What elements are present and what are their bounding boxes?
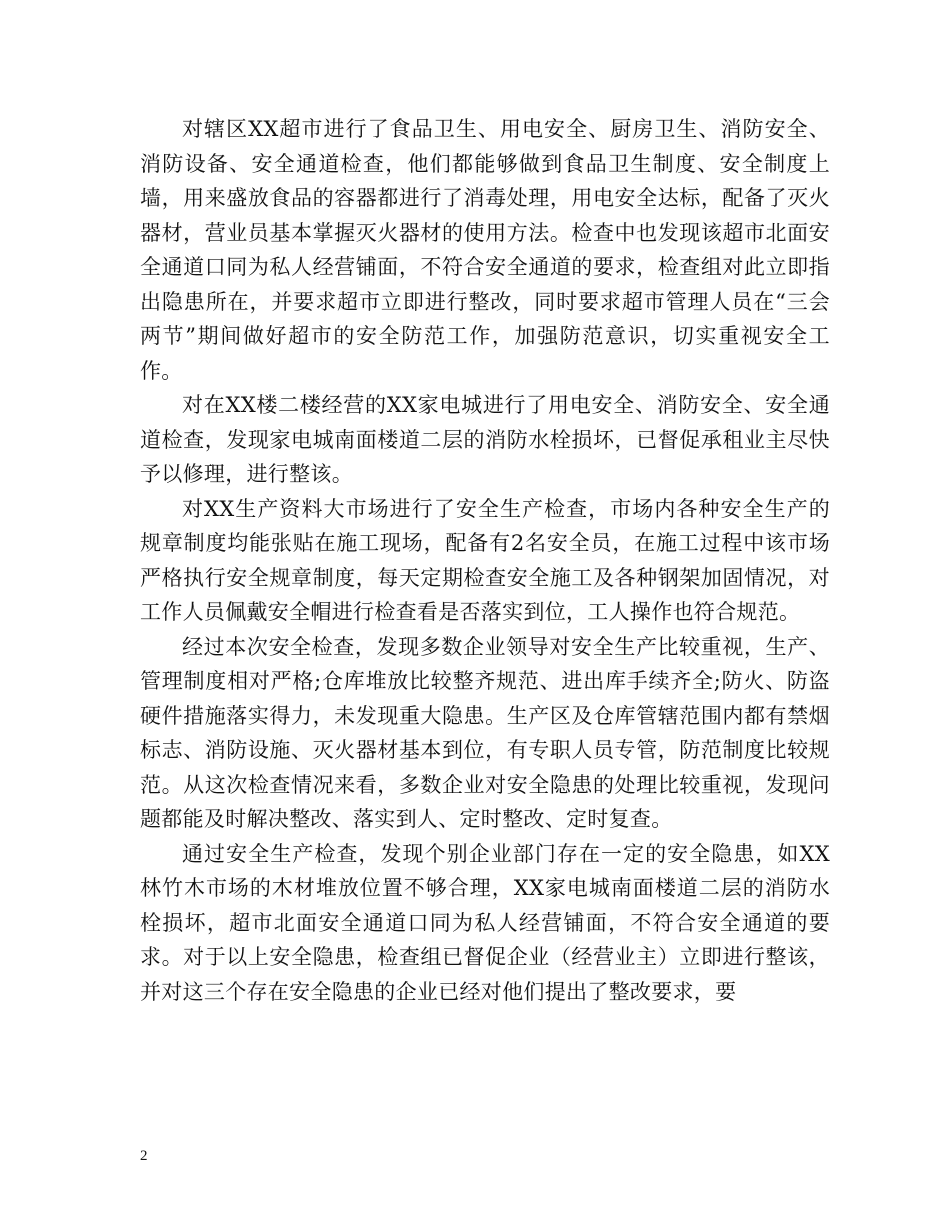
document-body	[140, 112, 830, 1009]
paragraph-materials-market-inspection: 对XX生产资料大市场进行了安全生产检查，市场内各种安全生产的规章制度均能张贴在施工现场，配备有2名安全员，在施工过程中该市场严格执行安全规章制度，每天定期检查安全施工及各种钢架加固情况，对工作人员佩戴安全帽进行检查看是否落实到位，工人操作也符合规范。	[140, 496, 830, 624]
page-number: 2	[140, 1148, 148, 1164]
paragraph-inspection-summary: 经过本次安全检查，发现多数企业领导对安全生产比较重视，生产、管理制度相对严格;仓库堆放比较整齐规范、进出库手续齐全;防火、防盗硬件措施落实得力，未发现重大隐患。生产区及仓库管辖范围内都有禁烟标志、消防设施、灭火器材基本到位，有专职人员专管，防范制度比较规范。从这次检查情况来看，多数企业对安全隐患的处理比较重视，发现问题都能及时解决整改、落实到人、定时整改、定时复查。	[140, 634, 830, 831]
paragraph-appliance-city-inspection: 对在XX楼二楼经营的XX家电城进行了用电安全、消防安全、安全通道检查，发现家电城南面楼道二层的消防水栓损坏，已督促承租业主尽快予以修理，进行整该。	[140, 393, 830, 486]
paragraph-supermarket-inspection: 对辖区XX超市进行了食品卫生、用电安全、厨房卫生、消防安全、消防设备、安全通道检查，他们都能够做到食品卫生制度、安全制度上墙，用来盛放食品的容器都进行了消毒处理，用电安全达标，配备了灭火器材，营业员基本掌握灭火器材的使用方法。检查中也发现该超市北面安全通道口同为私人经营铺面，不符合安全通道的要求，检查组对此立即指出隐患所在，并要求超市立即进行整改，同时要求超市管理人员在“三会两节”期间做好超市的安全防范工作，加强防范意识，切实重视安全工作。	[140, 117, 830, 383]
paragraph-hazards-found: 通过安全生产检查，发现个别企业部门存在一定的安全隐患，如XX林竹木市场的木材堆放位置不够合理，XX家电城南面楼道二层的消防水栓损坏，超市北面安全通道口同为私人经营铺面，不符合安全通道的要求。对于以上安全隐患，检查组已督促企业（经营业主）立即进行整该，并对这三个存在安全隐患的企业已经对他们提出了整改要求，要	[140, 841, 830, 1004]
